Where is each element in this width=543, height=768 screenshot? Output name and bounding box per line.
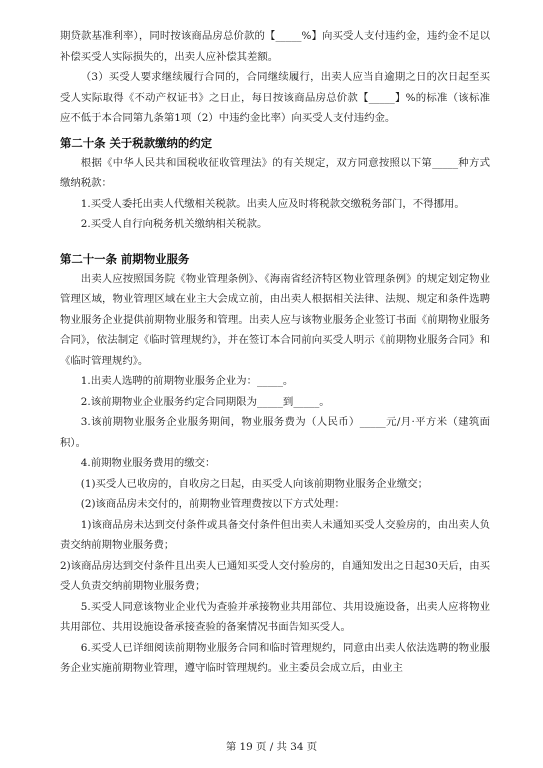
paragraph-contract-term: 2.该前期物业企业服务约定合同期限为_____到_____。 [80, 395, 330, 408]
page-content [60, 26, 490, 679]
paragraph-rules-acceptance: 6.买受人已详细阅读前期物业服务合同和临时管理规约，同意由出卖人依法选聘的物业服务企业实施前期物业管理，遵守临时管理规约。业主委员会成立后，由业主 [60, 641, 490, 674]
paragraph-tax-intro: 根据《中华人民共和国税收征收管理法》的有关规定，双方同意按照以下第_____种方式缴纳税款： [60, 156, 490, 189]
paragraph-fee-buyer-pays: 2)该商品房达到交付条件且出卖人已通知买受人交付验房的，自通知发出之日起30天后，由买受人负责交纳前期物业服务费； [60, 559, 490, 592]
paragraph-continue-performance: （3）买受人要求继续履行合同的，合同继续履行，出卖人应当自逾期之日的次日起至买受人实际取得《不动产权证书》之日止，每日按该商品房总价款【_____】%的标准（该标准应不低于本合同第九条第1项（2）中违约金比率）向买受人支付违约金。 [60, 71, 490, 124]
section-heading-21: 第二十一条 前期物业服务 [60, 251, 190, 266]
paragraph-fee-received: (1)买受人已收房的，自收房之日起，由买受人向该前期物业服务企业缴交； [80, 477, 429, 490]
paragraph-property-intro: 出卖人应按照国务院《物业管理条例》、《海南省经济特区物业管理条例》的规定划定物业管理区域，物业管理区域在业主大会成立前，由出卖人根据相关法律、法规、规定和条件选聘物业服务企业提供前期物业服务和管理。出卖人应与该物业服务企业签订书面《前期物业服务合同》，依法制定《临时管理规约》，并在签订本合同前向买受人明示《前期物业服务合同》和《临时管理规约》。 [60, 272, 490, 367]
paragraph-fee-payment: 4.前期物业服务费用的缴交： [80, 457, 216, 469]
page-number-footer: 第 19 页 / 共 34 页 [225, 741, 318, 753]
paragraph-fee-seller-pays: 1)该商品房未达到交付条件或具备交付条件但出卖人未通知买受人交验房的，由出卖人负责交纳前期物业服务费； [60, 518, 490, 551]
paragraph-service-fee: 3.该前期物业服务企业服务期间，物业服务费为（人民币）_____元/月·平方米（建筑面积）。 [60, 416, 490, 449]
paragraph-fee-not-delivered: (2)该商品房未交付的，前期物业管理费按以下方式处理： [80, 498, 345, 510]
paragraph-tax-option-1: 1.买受人委托出卖人代缴相关税款。出卖人应及时将税款交缴税务部门，不得挪用。 [80, 197, 465, 210]
paragraph-inspection: 5.买受人同意该物业企业代为查验并承接物业共用部位、共用设施设备，出卖人应将物业共用部位、共用设施设备承接查验的备案情况书面告知买受人。 [60, 600, 490, 633]
paragraph-liquidated-damages: 期贷款基准利率），同时按该商品房总价款的【_____%】向买受人支付违约金，违约金不足以补偿买受人实际损失的，出卖人应补偿其差额。 [60, 30, 490, 63]
paragraph-property-company: 1.出卖人选聘的前期物业服务企业为：_____。 [80, 375, 294, 387]
paragraph-tax-option-2: 2.买受人自行向税务机关缴纳相关税款。 [80, 218, 268, 230]
section-heading-20: 第二十条 关于税款缴纳的约定 [60, 135, 213, 150]
